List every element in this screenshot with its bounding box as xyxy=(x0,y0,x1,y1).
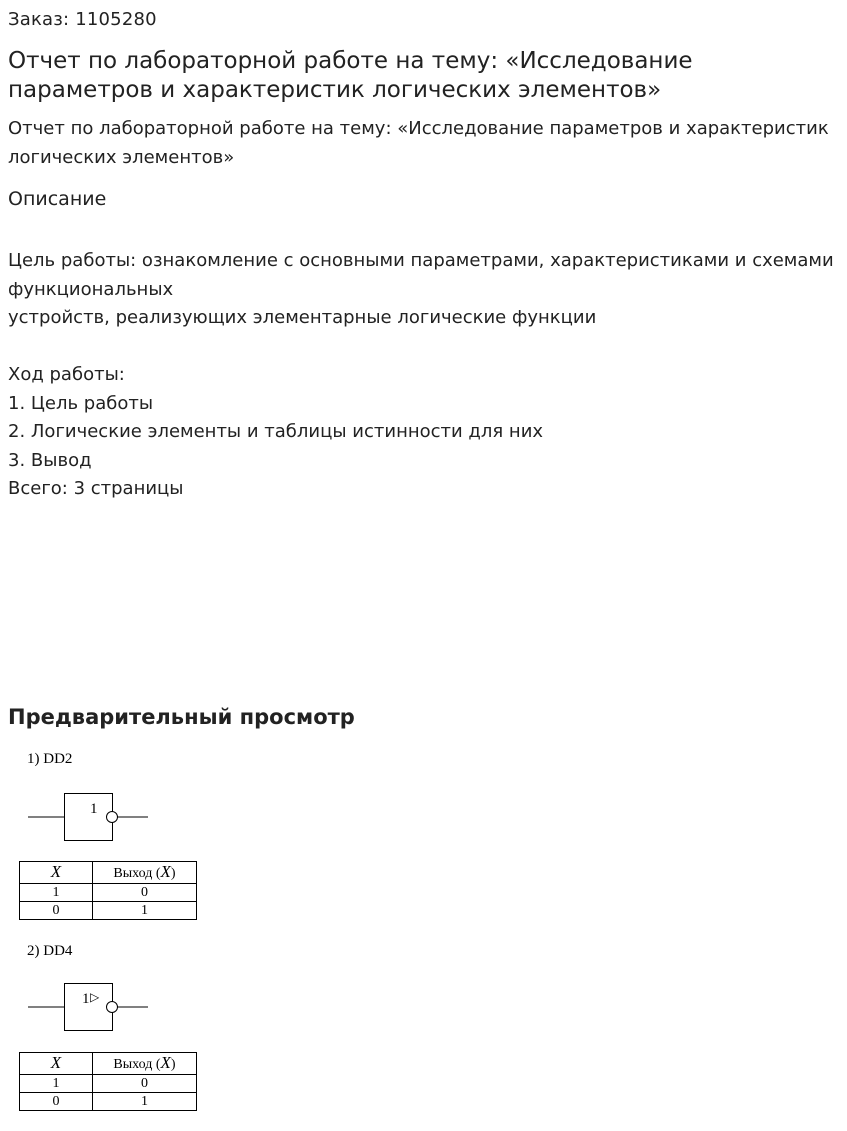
table-cell: 1 xyxy=(93,902,197,920)
not-buffer-gate-diagram xyxy=(26,980,150,1034)
table-cell: 1 xyxy=(20,1075,93,1093)
page-subtitle: Отчет по лабораторной работе на тему: «Исследование параметров и характеристик логических элементов» xyxy=(8,118,829,168)
table-header-output-var: $\overline{X}$ xyxy=(160,862,171,881)
table-header-output: Выход ( xyxy=(113,866,161,881)
table-header-output-close: ) xyxy=(170,1057,176,1072)
table-cell: 0 xyxy=(93,884,197,902)
table-cell: 0 xyxy=(93,1075,197,1093)
table-header-input: X xyxy=(50,862,62,881)
table-cell: 1 xyxy=(93,1093,197,1111)
table-cell: 0 xyxy=(20,1093,93,1111)
table-header-output-var: $\overline{X}$ xyxy=(160,1053,171,1072)
preview-heading: Предварительный просмотр xyxy=(8,705,355,729)
description-heading: Описание xyxy=(8,188,107,210)
truth-table xyxy=(19,861,197,920)
table-header-output: Выход ( xyxy=(113,1057,161,1072)
table-cell: 1 xyxy=(20,884,93,902)
table-row xyxy=(20,1093,197,1111)
table-cell: 0 xyxy=(20,902,93,920)
page-count: Всего: 3 страницы xyxy=(8,478,184,499)
table-header-input: X xyxy=(50,1053,62,1072)
table-row xyxy=(20,902,197,920)
step-item: 2. Логические элементы и таблицы истинности для них xyxy=(8,421,544,442)
goal-text xyxy=(8,247,838,333)
table-row xyxy=(20,1075,197,1093)
preview-item-label: 2) DD4 xyxy=(27,943,73,959)
step-item: 1. Цель работы xyxy=(8,392,154,414)
gate-symbol: 1 xyxy=(82,991,90,1007)
page-title: Отчет по лабораторной работе на тему: «Исследование параметров и характеристик логических элементов» xyxy=(8,48,693,103)
step-item: 3. Вывод xyxy=(8,449,92,471)
goal-line-1: Цель работы: ознакомление с основными параметрами, характеристиками и схемами функциональных xyxy=(8,250,834,300)
truth-table xyxy=(19,1052,197,1111)
progress-section xyxy=(8,361,838,504)
table-header-output-close: ) xyxy=(170,866,176,881)
buffer-triangle-icon: ▷ xyxy=(90,990,100,1004)
preview-item-label: 1) DD2 xyxy=(27,751,73,767)
order-number: Заказ: 1105280 xyxy=(8,9,157,30)
goal-line-2: устройств, реализующих элементарные логические функции xyxy=(8,307,597,328)
gate-symbol: 1 xyxy=(90,801,98,817)
progress-heading: Ход работы: xyxy=(8,364,125,385)
table-row xyxy=(20,884,197,902)
not-gate-diagram xyxy=(26,790,150,844)
